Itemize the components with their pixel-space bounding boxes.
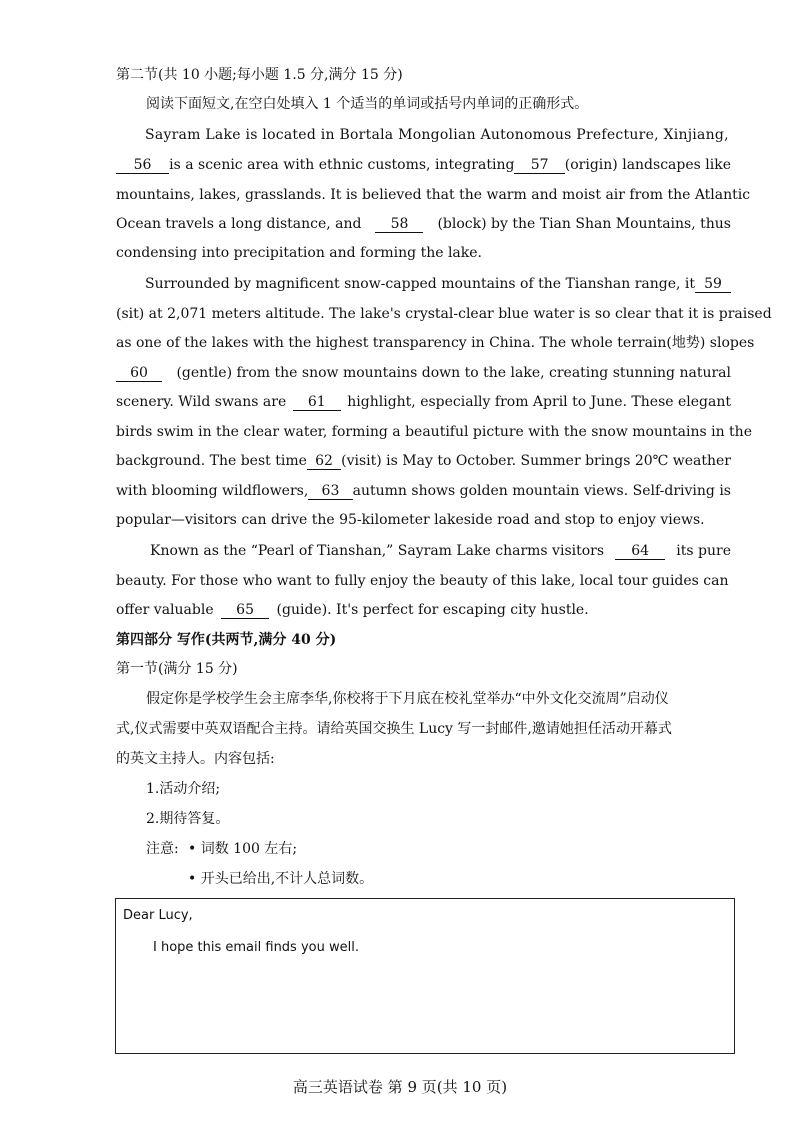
passage-line: birds swim in the clear water, forming a beautiful picture with the snow mountains in the (116, 424, 752, 440)
passage-text: (gentle) from the snow mountains down to the lake, creating stunning natural (176, 365, 731, 381)
note-label: 注意: (146, 841, 179, 857)
part4-section1-title: 第一节(满分 15 分) (116, 661, 238, 677)
blank-62: 62 (307, 454, 341, 470)
blank-60: 60 (116, 366, 162, 382)
passage-text: (block) by the Tian Shan Mountains, thus (437, 216, 731, 232)
blank-59: 59 (695, 277, 731, 293)
section2-title: 第二节(共 10 小题;每小题 1.5 分,满分 15 分) (116, 67, 403, 83)
prompt-item: 2.期待答复。 (146, 811, 230, 827)
passage-line (116, 484, 731, 500)
answer-box[interactable] (115, 898, 735, 1054)
note-item: • 开头已给出,不计人总词数。 (188, 871, 374, 887)
passage-line (116, 128, 731, 142)
passage-text: (visit) is May to October. Summer brings 20℃ weather (341, 453, 731, 469)
passage-line: as one of the lakes with the highest transparency in China. The whole terrain(地势) slopes (116, 335, 755, 351)
passage-text: (guide). It's perfect for escaping city hustle. (276, 602, 589, 618)
passage-text: Known as the “Pearl of Tianshan,” Sayram Lake charms visitors (150, 543, 605, 559)
section2-instruction: 阅读下面短文,在空白处填入 1 个适当的单词或括号内单词的正确形式。 (146, 96, 589, 112)
passage-line (150, 544, 731, 560)
passage-text: highlight, especially from April to June. These elegant (347, 394, 731, 410)
blank-56: 56 (116, 158, 169, 174)
passage-line (116, 158, 731, 174)
passage-text: its pure (676, 543, 731, 559)
passage-line: mountains, lakes, grasslands. It is believed that the warm and moist air from the Atlantic (116, 187, 751, 203)
page-footer: 高三英语试卷 第 9 页(共 10 页) (292, 1078, 508, 1096)
passage-text: Ocean travels a long distance, and (116, 216, 362, 232)
passage-line (116, 395, 731, 411)
blank-61: 61 (293, 395, 341, 411)
passage-text: offer valuable (116, 602, 214, 618)
blank-65: 65 (221, 603, 269, 619)
part4-title: 第四部分 写作(共两节,满分 40 分) (116, 632, 337, 648)
writing-prompt: 假定你是学校学生会主席李华,你校将于下月底在校礼堂举办“中外文化交流周”启动仪 (146, 691, 669, 707)
passage-line: popular—visitors can drive the 95-kilometer lakeside road and stop to enjoy views. (116, 512, 705, 528)
blank-64: 64 (615, 544, 665, 560)
writing-prompt: 式,仪式需要中英双语配合主持。请给英国交换生 Lucy 写一封邮件,邀请她担任活动开幕式 (116, 721, 672, 737)
passage-text: Surrounded by magnificent snow-capped mountains of the Tianshan range, it (145, 276, 695, 292)
prompt-item: 1.活动介绍; (146, 781, 221, 797)
note-item: • 词数 100 左右; (188, 841, 298, 857)
blank-63: 63 (308, 484, 352, 500)
passage-line: condensing into precipitation and forming the lake. (116, 245, 482, 261)
passage-text: Sayram Lake is located in Bortala Mongolian Autonomous Prefecture, Xinjiang, (145, 127, 729, 143)
blank-58: 58 (375, 217, 423, 233)
passage-text: autumn shows golden mountain views. Self-driving is (352, 483, 731, 499)
writing-prompt: 的英文主持人。内容包括: (116, 751, 275, 767)
passage-line (145, 277, 731, 293)
letter-opening: I hope this email finds you well. (153, 940, 359, 955)
passage-line (116, 366, 731, 382)
passage-text: (origin) landscapes like (564, 157, 731, 173)
passage-line (116, 454, 731, 470)
blank-57: 57 (514, 158, 564, 174)
passage-text: scenery. Wild swans are (116, 394, 287, 410)
passage-line: beauty. For those who want to fully enjoy the beauty of this lake, local tour guides can (116, 573, 729, 589)
passage-line: (sit) at 2,071 meters altitude. The lake's crystal-clear blue water is so clear that it is praised (116, 306, 772, 322)
passage-line (116, 217, 731, 233)
passage-line (116, 603, 589, 619)
letter-greeting: Dear Lucy, (123, 908, 193, 923)
passage-text: with blooming wildflowers, (116, 483, 309, 499)
passage-text: background. The best time (116, 453, 307, 469)
passage-text: is a scenic area with ethnic customs, integrating (169, 157, 515, 173)
